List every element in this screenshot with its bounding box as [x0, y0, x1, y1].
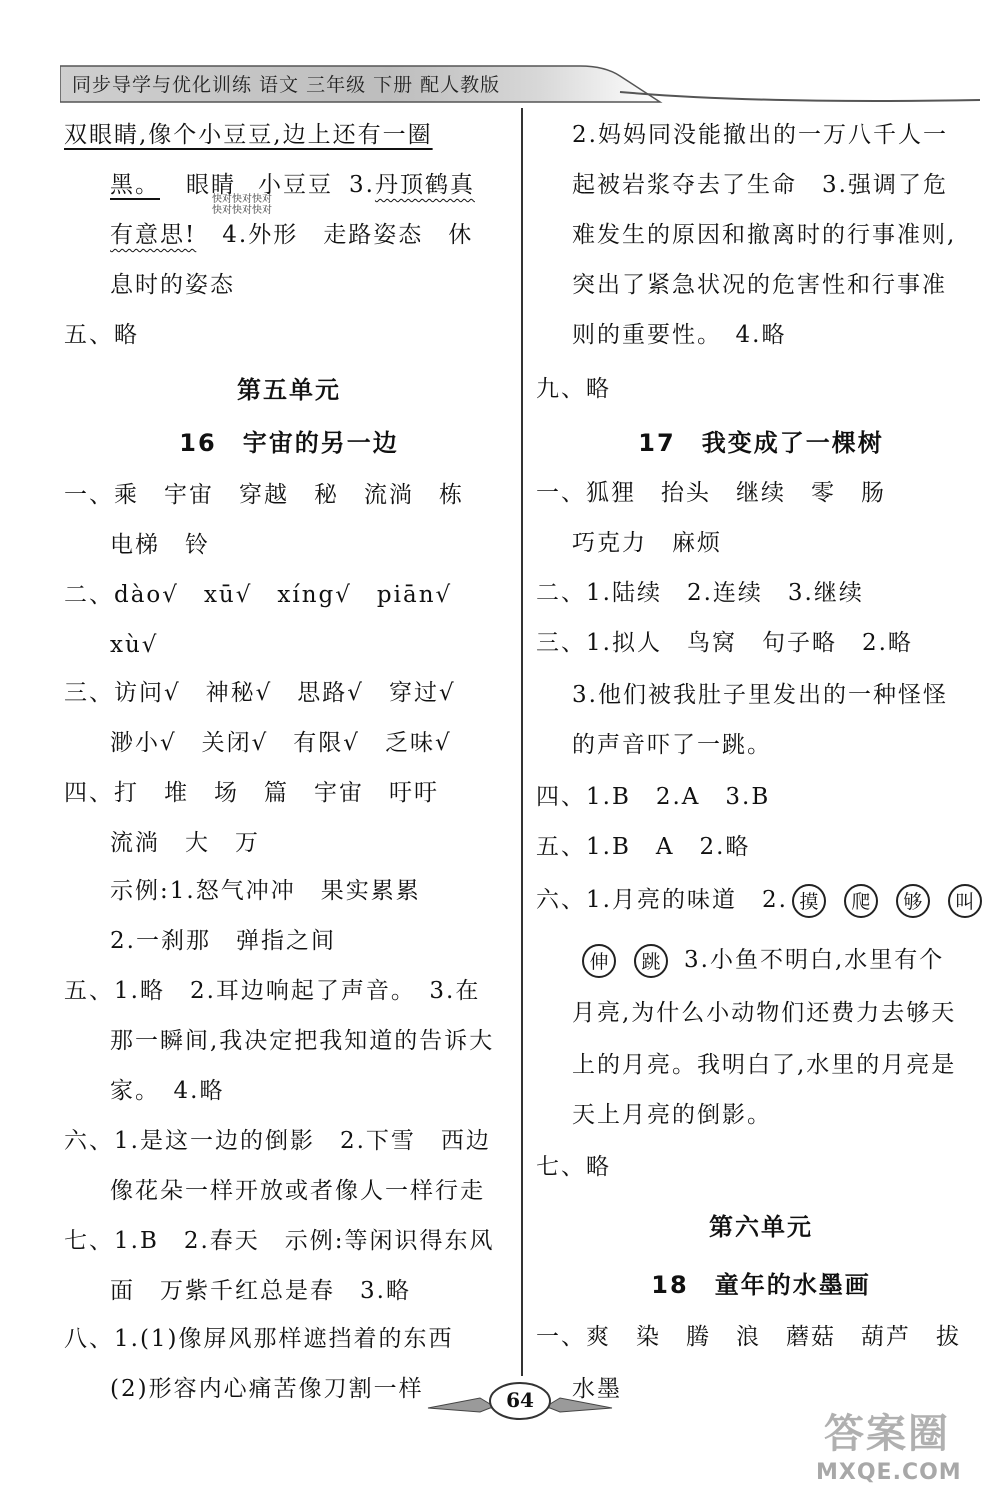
circled-char: 伸	[582, 944, 616, 978]
circled-char: 摸	[792, 884, 826, 918]
text-line: 五、1.略 2.耳边响起了声音。 3.在	[64, 978, 481, 1004]
column-divider	[521, 108, 523, 1376]
answer-text: 小豆豆	[258, 172, 333, 198]
text-line: 则的重要性。 4.略	[572, 322, 787, 348]
text-line: 四、打 堆 场 篇 宇宙 吁吁	[64, 780, 439, 806]
text-line: 2.一刹那 弹指之间	[110, 928, 336, 954]
unit-heading: 第五单元	[237, 376, 341, 404]
text-line: 天上月亮的倒影。	[572, 1102, 772, 1128]
text-line: 一、狐狸 抬头 继续 零 肠	[536, 480, 886, 506]
text-line: 起被岩浆夺去了生命 3.强调了危	[572, 172, 948, 198]
text-line: 三、1.拟人 鸟窝 句子略 2.略	[536, 630, 913, 656]
text-line	[110, 170, 475, 200]
circled-char: 爬	[844, 884, 878, 918]
text-line: 上的月亮。我明白了,水里的月亮是	[572, 1052, 957, 1078]
text-line: 一、爽 染 腾 浪 蘑菇 葫芦 拔	[536, 1324, 961, 1350]
text-line: 水墨	[572, 1376, 622, 1402]
underlined-text: 黑。	[110, 172, 160, 198]
text-line: 三、访问√ 神秘√ 思路√ 穿过√	[64, 680, 456, 706]
text-line: 一、乘 宇宙 穿越 秘 流淌 栋	[64, 482, 464, 508]
text-line: 那一瞬间,我决定把我知道的告诉大	[110, 1028, 495, 1054]
text-line: (2)形容内心痛苦像刀割一样	[110, 1376, 424, 1402]
lesson-heading: 16 宇宙的另一边	[179, 429, 399, 457]
text-line: 渺小√ 关闭√ 有限√ 乏味√	[110, 730, 452, 756]
underlined-text: 双眼睛,像个小豆豆,边上还有一圈	[64, 122, 433, 148]
header-title: 同步导学与优化训练 语文 三年级 下册 配人教版	[72, 74, 501, 96]
unit-heading: 第六单元	[709, 1213, 813, 1241]
watermark	[810, 1402, 990, 1497]
wavy-underlined-text: 丹顶鹤真	[374, 172, 475, 198]
text-line: 四、1.B 2.A 3.B	[536, 784, 771, 810]
text-line	[536, 884, 986, 918]
text-line: 像花朵一样开放或者像人一样行走	[110, 1178, 485, 1204]
text-line: 示例:1.怒气冲冲 果实累累	[110, 878, 421, 904]
text-line: 3.他们被我肚子里发出的一种怪怪	[572, 682, 948, 708]
wavy-underlined-text: 有意思!	[110, 222, 197, 248]
text-line: 六、1.是这一边的倒影 2.下雪 西边	[64, 1128, 491, 1154]
text-line: 难发生的原因和撤离时的行事准则,	[572, 222, 957, 248]
text-line: 家。 4.略	[110, 1078, 225, 1104]
small-overlay-text: 快对快对快对	[212, 194, 272, 205]
answer-text: 4.外形 走路姿态 休	[222, 222, 474, 248]
text-line: 电梯 铃	[110, 532, 210, 558]
text-line: xù√	[110, 632, 159, 658]
watermark-url-text: MXQE.COM	[816, 1460, 962, 1485]
text-line: 八、1.(1)像屏风那样遮挡着的东西	[64, 1326, 454, 1352]
answer-text: 3.	[349, 172, 375, 198]
text-line: 五、1.B A 2.略	[536, 834, 751, 860]
text-line: 2.妈妈同没能撤出的一万八千人一	[572, 122, 948, 148]
text-line	[64, 120, 433, 150]
text-line: 面 万紫千红总是春 3.略	[110, 1278, 411, 1304]
text-line: 九、略	[536, 376, 611, 402]
watermark-logo-text: 答案圈	[824, 1411, 950, 1457]
answer-text: 眼睛	[186, 172, 236, 198]
text-line: 突出了紧急状况的危害性和行事准	[572, 272, 947, 298]
text-line: 月亮,为什么小动物们还费力去够天	[572, 1000, 957, 1026]
circled-char: 叫	[948, 884, 982, 918]
text-line: 二、1.陆续 2.连续 3.继续	[536, 580, 864, 606]
text-line: 的声音吓了一跳。	[572, 732, 772, 758]
text-line: 息时的姿态	[110, 272, 235, 298]
answer-text: 3.小鱼不明白,水里有个	[684, 947, 945, 973]
text-line: 巧克力 麻烦	[572, 530, 722, 556]
text-line	[578, 944, 944, 978]
text-line: 流淌 大 万	[110, 830, 260, 856]
lesson-heading: 17 我变成了一棵树	[638, 429, 884, 457]
text-line: 五、略	[64, 322, 139, 348]
text-line: 二、dào√ xū√ xíng√ piān√	[64, 582, 453, 608]
answer-text: 六、1.月亮的味道 2.	[536, 887, 788, 913]
lesson-heading: 18 童年的水墨画	[651, 1271, 871, 1299]
text-line: 七、1.B 2.春天 示例:等闲识得东风	[64, 1228, 495, 1254]
page-number: 64	[506, 1388, 534, 1412]
page-footer	[420, 1378, 620, 1424]
text-line	[110, 220, 473, 250]
text-line: 七、略	[536, 1154, 611, 1180]
circled-char: 跳	[634, 944, 668, 978]
circled-char: 够	[896, 884, 930, 918]
small-overlay-text: 快对快对快对	[212, 205, 272, 216]
